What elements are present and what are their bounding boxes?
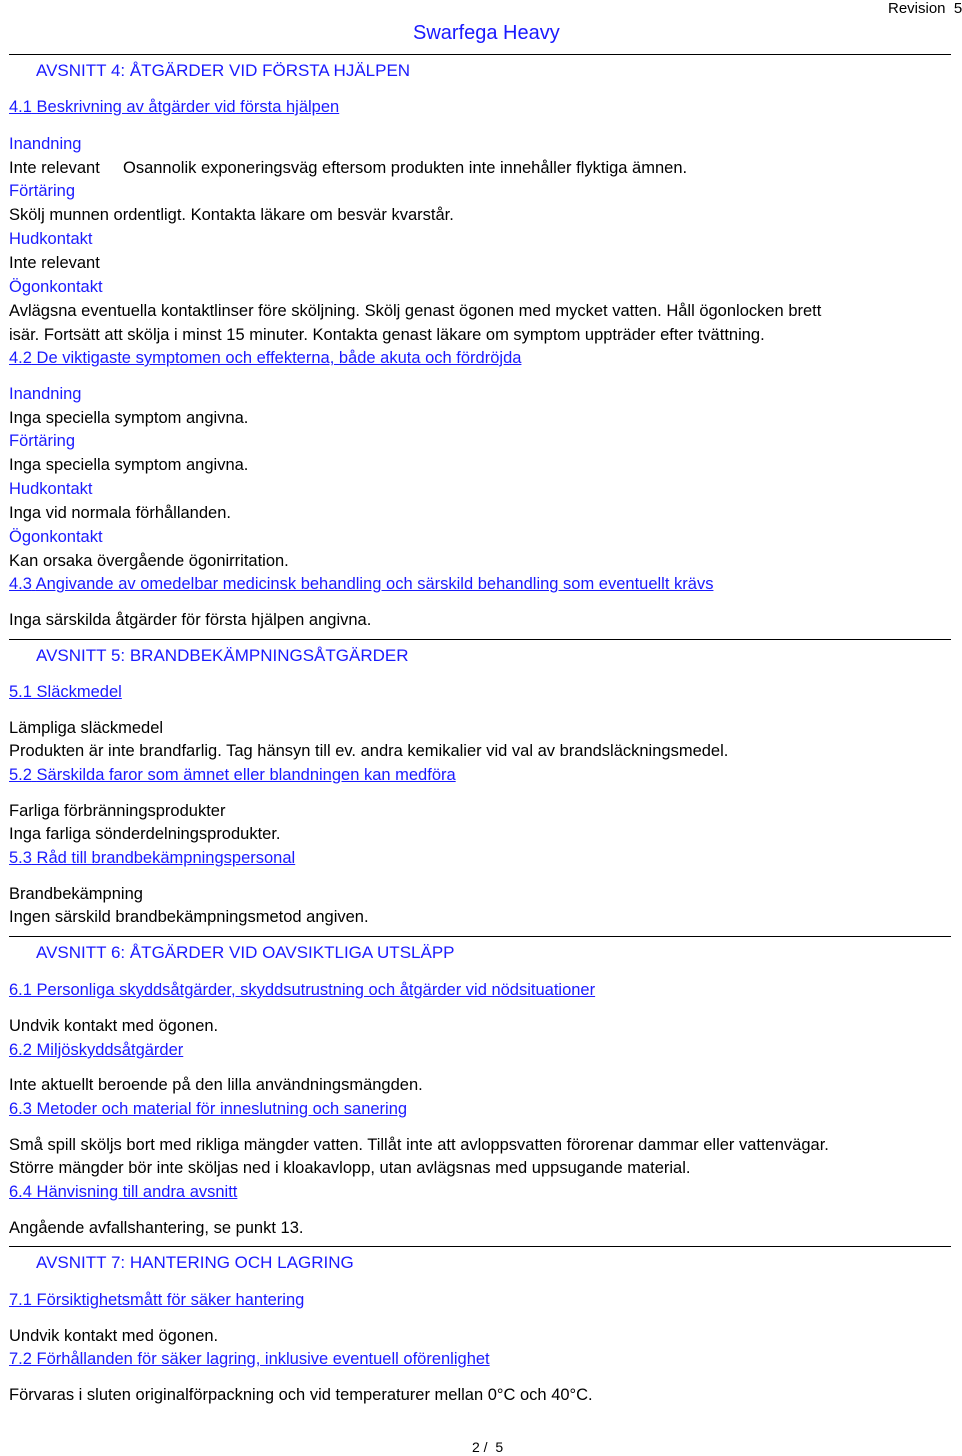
page-current: 2	[472, 1439, 480, 1455]
subsection-number: 4.1	[9, 98, 32, 116]
subsection-title: Släckmedel	[36, 683, 122, 701]
label-inhalation-symptoms: Inandning	[9, 385, 82, 403]
section-heading-5: AVSNITT 5: BRANDBEKÄMPNINGSÅTGÄRDER	[36, 646, 409, 665]
label-ingestion: Förtäring	[9, 182, 76, 200]
subsection-number: 6.3	[9, 1100, 32, 1118]
section-heading-6: AVSNITT 6: ÅTGÄRDER VID OAVSIKTLIGA UTSLÄPP	[36, 943, 455, 962]
subsection-title: Personliga skyddsåtgärder, skyddsutrustning och åtgärder vid nödsituationer	[36, 981, 596, 999]
inhalation-symptoms-text: Inga speciella symptom angivna.	[9, 409, 249, 427]
reference-text: Angående avfallshantering, se punkt 13.	[9, 1219, 304, 1237]
subsection-title: Försiktighetsmått för säker hantering	[36, 1291, 305, 1309]
subsection-4-1	[9, 99, 339, 116]
section-heading-7: AVSNITT 7: HANTERING OCH LAGRING	[36, 1253, 354, 1272]
subsection-number: 6.4	[9, 1183, 32, 1201]
label-skin-contact: Hudkontakt	[9, 230, 93, 248]
inhalation-text-2: Osannolik exponeringsväg eftersom produkten inte innehåller flyktiga ämnen.	[123, 159, 688, 177]
subsection-number: 4.3	[9, 575, 32, 593]
subsection-7-1	[9, 1292, 304, 1309]
subsection-6-2	[9, 1042, 183, 1059]
subsection-5-3	[9, 850, 295, 867]
divider	[9, 54, 951, 55]
subsection-6-4	[9, 1184, 237, 1201]
subsection-4-3	[9, 576, 713, 593]
subsection-7-2	[9, 1351, 490, 1368]
subsection-number: 5.1	[9, 683, 32, 701]
page-total: 5	[495, 1439, 504, 1455]
subsection-number: 7.1	[9, 1291, 32, 1309]
subsection-5-1	[9, 684, 122, 701]
firefighting-text: Ingen särskild brandbekämpningsmetod angiven.	[9, 908, 369, 926]
extinguishing-media-text: Produkten är inte brandfarlig. Tag hänsyn till ev. andra kemikalier vid val av brandsläckningsmedel.	[9, 742, 729, 760]
safe-handling-text: Undvik kontakt med ögonen.	[9, 1327, 219, 1345]
subsection-title: Angivande av omedelbar medicinsk behandling och särskild behandling som eventuellt krävs	[35, 575, 714, 593]
subsection-4-2	[9, 350, 521, 367]
section-heading-4: AVSNITT 4: ÅTGÄRDER VID FÖRSTA HJÄLPEN	[36, 61, 411, 80]
divider	[9, 936, 951, 937]
storage-text: Förvaras i sluten originalförpackning och vid temperaturer mellan 0°C och 40°C.	[9, 1386, 593, 1404]
label-inhalation: Inandning	[9, 135, 82, 153]
subsection-title: Miljöskyddsåtgärder	[36, 1041, 184, 1059]
divider	[9, 1246, 951, 1247]
label-extinguishing-media: Lämpliga släckmedel	[9, 719, 164, 737]
subsection-title: Särskilda faror som ämnet eller blandningen kan medföra	[36, 766, 456, 784]
subsection-title: Råd till brandbekämpningspersonal	[36, 849, 296, 867]
label-skin-symptoms: Hudkontakt	[9, 480, 93, 498]
hazardous-products-text: Inga farliga sönderdelningsprodukter.	[9, 825, 281, 843]
eye-symptoms-text: Kan orsaka övergående ögonirritation.	[9, 552, 289, 570]
subsection-number: 5.2	[9, 766, 32, 784]
subsection-5-2	[9, 767, 456, 784]
revision-label	[888, 1, 962, 16]
ingestion-text: Skölj munnen ordentligt. Kontakta läkare om besvär kvarstår.	[9, 206, 454, 224]
revision-label-text: Revision	[888, 0, 946, 17]
document-title: Swarfega Heavy	[413, 22, 560, 44]
eye-contact-text-2: isär. Fortsätt att skölja i minst 15 minuter. Kontakta genast läkare om symptom uppträder efter tvättning.	[9, 326, 765, 344]
personal-precautions-text: Undvik kontakt med ögonen.	[9, 1017, 219, 1035]
divider	[9, 639, 951, 640]
subsection-number: 5.3	[9, 849, 32, 867]
eye-contact-text-1: Avlägsna eventuella kontaktlinser före sköljning. Skölj genast ögonen med mycket vatten. Håll ögonlocken brett	[9, 302, 822, 320]
subsection-6-1	[9, 982, 595, 999]
subsection-6-3	[9, 1101, 407, 1118]
containment-text-1: Små spill sköljs bort med rikliga mängder vatten. Tillåt inte att avloppsvatten förorenar dammar eller vattenvägar.	[9, 1136, 829, 1154]
subsection-number: 4.2	[9, 349, 32, 367]
subsection-title: Metoder och material för inneslutning och sanering	[36, 1100, 408, 1118]
containment-text-2: Större mängder bör inte sköljas ned i kloakavlopp, utan avlägsnas med uppsugande material.	[9, 1159, 691, 1177]
subsection-number: 7.2	[9, 1350, 32, 1368]
subsection-title: Hänvisning till andra avsnitt	[36, 1183, 238, 1201]
label-firefighting: Brandbekämpning	[9, 885, 143, 903]
subsection-number: 6.2	[9, 1041, 32, 1059]
label-eye-symptoms: Ögonkontakt	[9, 528, 103, 546]
treatment-text: Inga särskilda åtgärder för första hjälpen angivna.	[9, 611, 372, 629]
environmental-precautions-text: Inte aktuellt beroende på den lilla användningsmängden.	[9, 1076, 423, 1094]
ingestion-symptoms-text: Inga speciella symptom angivna.	[9, 456, 249, 474]
label-hazardous-products: Farliga förbränningsprodukter	[9, 802, 226, 820]
page-number: 2 / 5	[472, 1439, 504, 1455]
revision-number: 5	[953, 0, 962, 17]
inhalation-text-1: Inte relevant	[9, 159, 100, 177]
subsection-number: 6.1	[9, 981, 32, 999]
subsection-title: Beskrivning av åtgärder vid första hjälpen	[36, 98, 340, 116]
label-eye-contact: Ögonkontakt	[9, 278, 103, 296]
label-ingestion-symptoms: Förtäring	[9, 432, 76, 450]
subsection-title: Förhållanden för säker lagring, inklusive eventuell oförenlighet	[36, 1350, 490, 1368]
subsection-title: De viktigaste symptomen och effekterna, både akuta och fördröjda	[36, 349, 522, 367]
skin-contact-text: Inte relevant	[9, 254, 100, 272]
skin-symptoms-text: Inga vid normala förhållanden.	[9, 504, 231, 522]
